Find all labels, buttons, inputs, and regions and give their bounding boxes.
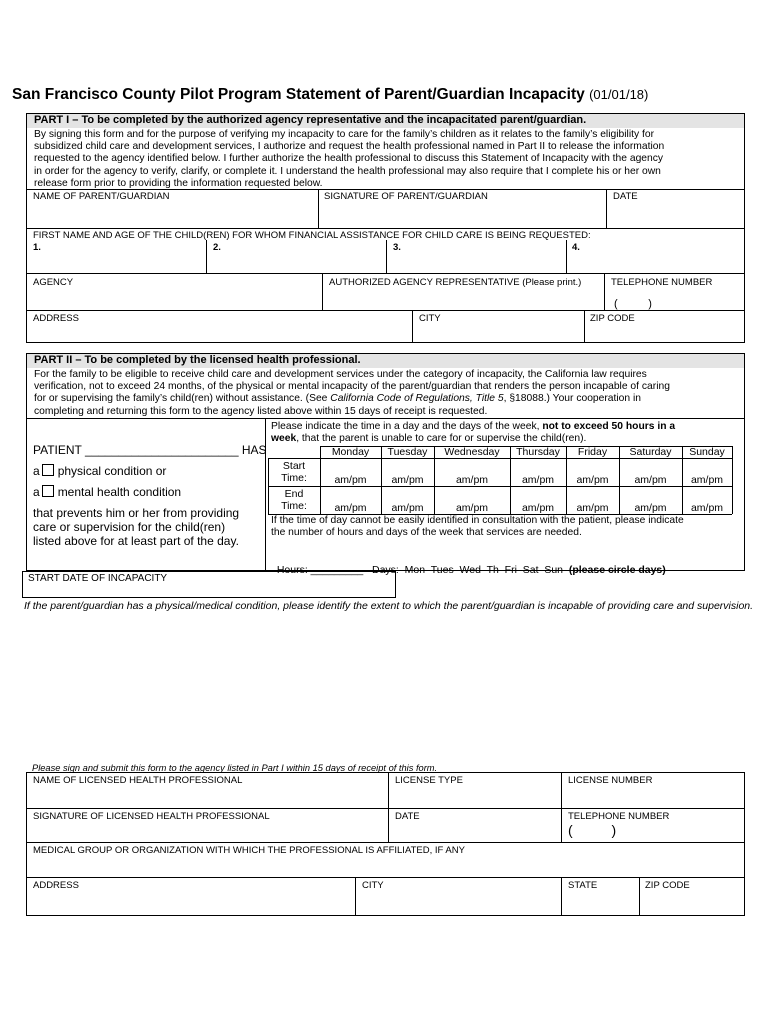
submit-note: Please sign and submit this form to the agency listed in Part I within 15 days of receipt of this form. (32, 763, 438, 773)
divider (206, 240, 207, 273)
end-time-label: End Time: (281, 488, 307, 512)
form-version: (01/01/18) (589, 87, 649, 102)
agency-address-field[interactable]: ADDRESS (33, 313, 79, 324)
divider (566, 240, 567, 273)
end-time-thursday[interactable]: am/pm (521, 502, 555, 514)
physical-condition-option[interactable]: a physical condition or (33, 464, 167, 478)
divider (732, 446, 733, 514)
professional-name-field[interactable]: NAME OF LICENSED HEALTH PROFESSIONAL (33, 775, 243, 786)
patient-prevents-text: that prevents him or her from providing care or supervision for the child(ren) listed above for at least part of the day. (33, 506, 240, 548)
start-time-friday[interactable]: am/pm (576, 474, 609, 486)
part1-heading: PART I – To be completed by the authorized agency representative and the incapacitated parent/guardian. (34, 114, 587, 126)
day-header: Saturday (629, 446, 672, 458)
day-header: Sunday (689, 446, 725, 458)
professional-phone-parens: ( ) (568, 822, 617, 838)
child-4-field[interactable]: 4. (572, 242, 580, 253)
license-type-field[interactable]: LICENSE TYPE (395, 775, 463, 786)
agency-phone-field[interactable]: TELEPHONE NUMBER (611, 277, 713, 288)
start-time-wednesday[interactable]: am/pm (455, 474, 489, 486)
professional-zip-field[interactable]: ZIP CODE (645, 880, 690, 891)
end-time-wednesday[interactable]: am/pm (455, 502, 489, 514)
schedule-note: If the time of day cannot be easily identified in consultation with the patient, please indicate the number of hours and days of the week that services are needed. (271, 515, 684, 539)
divider (386, 240, 387, 273)
divider (412, 310, 413, 343)
end-time-friday[interactable]: am/pm (576, 502, 609, 514)
extent-answer-area[interactable] (24, 628, 746, 758)
professional-signature-field[interactable]: SIGNATURE OF LICENSED HEALTH PROFESSIONAL (33, 811, 270, 822)
parent-date-field[interactable]: DATE (613, 191, 638, 202)
professional-address-field[interactable]: ADDRESS (33, 880, 79, 891)
child-1-field[interactable]: 1. (33, 242, 41, 253)
start-time-saturday[interactable]: am/pm (634, 474, 667, 486)
divider (322, 273, 323, 310)
agency-zip-field[interactable]: ZIP CODE (590, 313, 635, 324)
divider (584, 310, 585, 343)
form-title: San Francisco County Pilot Program Statement of Parent/Guardian Incapacity (12, 86, 585, 103)
professional-phone-field[interactable]: TELEPHONE NUMBER (568, 811, 670, 822)
divider (26, 310, 745, 311)
day-header: Wednesday (444, 446, 500, 458)
professional-date-field[interactable]: DATE (395, 811, 420, 822)
divider (639, 877, 640, 916)
parent-signature-field[interactable]: SIGNATURE OF PARENT/GUARDIAN (324, 191, 488, 202)
physical-condition-checkbox[interactable] (42, 464, 54, 476)
day-header: Friday (577, 446, 608, 458)
part2-instructions: For the family to be eligible to receive child care and development services under the category of incapacity, the California law requires verification, not to exceed 24 months, of the physical or mental incapacity of the parent/guardian that renders the person incapable of caring for or supervising the family’s child(ren) without assistance. (See California Code of Regulations, Title 5, §18088.) Your cooperation in completing and returning this form to the agency listed above within 15 days of receipt is requested. (34, 369, 670, 417)
divider (561, 772, 562, 842)
divider (318, 189, 319, 228)
day-header: Monday (331, 446, 370, 458)
end-time-sunday[interactable]: am/pm (690, 502, 724, 514)
professional-city-field[interactable]: CITY (362, 880, 384, 891)
agency-field[interactable]: AGENCY (33, 277, 74, 288)
day-header: Thursday (516, 446, 560, 458)
mental-health-checkbox[interactable] (42, 485, 54, 497)
parent-name-field[interactable]: NAME OF PARENT/GUARDIAN (33, 191, 170, 202)
extent-instructions: If the parent/guardian has a physical/medical condition, please identify the extent to which the parent/guardian is incapable of providing care and supervision. (24, 600, 754, 612)
divider (26, 418, 745, 419)
license-number-field[interactable]: LICENSE NUMBER (568, 775, 653, 786)
divider (26, 273, 745, 274)
medical-group-field[interactable]: MEDICAL GROUP OR ORGANIZATION WITH WHICH THE PROFESSIONAL IS AFFILIATED, IF ANY (33, 845, 465, 856)
divider (26, 808, 745, 809)
divider (26, 189, 745, 190)
start-time-label: Start Time: (281, 460, 307, 484)
page-title (12, 86, 648, 104)
divider (265, 418, 266, 571)
patient-name-field[interactable]: PATIENT _______________________ HAS (33, 443, 267, 457)
end-time-monday[interactable]: am/pm (334, 502, 367, 514)
end-time-saturday[interactable]: am/pm (634, 502, 667, 514)
mental-health-option[interactable]: a mental health condition (33, 485, 182, 499)
professional-section (26, 772, 745, 916)
agency-phone-parens: ( ) (614, 298, 652, 310)
child-3-field[interactable]: 3. (393, 242, 401, 253)
agency-city-field[interactable]: CITY (419, 313, 441, 324)
divider (26, 877, 745, 878)
agency-rep-field[interactable]: AUTHORIZED AGENCY REPRESENTATIVE (Please print.) (329, 277, 582, 288)
start-date-field[interactable]: START DATE OF INCAPACITY (28, 573, 168, 584)
divider (355, 877, 356, 916)
start-time-sunday[interactable]: am/pm (690, 474, 724, 486)
children-label: FIRST NAME AND AGE OF THE CHILD(REN) FOR WHOM FINANCIAL ASSISTANCE FOR CHILD CARE IS BEING REQUESTED: (33, 230, 591, 241)
end-time-tuesday[interactable]: am/pm (391, 502, 424, 514)
divider (604, 273, 605, 310)
day-header: Tuesday (387, 446, 428, 458)
professional-state-field[interactable]: STATE (568, 880, 598, 891)
divider (26, 842, 745, 843)
start-time-thursday[interactable]: am/pm (521, 474, 555, 486)
divider (388, 772, 389, 842)
start-time-tuesday[interactable]: am/pm (391, 474, 424, 486)
start-time-monday[interactable]: am/pm (334, 474, 367, 486)
divider (561, 877, 562, 916)
child-2-field[interactable]: 2. (213, 242, 221, 253)
divider (606, 189, 607, 228)
divider (26, 228, 745, 229)
hours-days-field[interactable]: Hours: _________ Days: Mon Tues Wed Th Fri Sat Sun (please circle days) (276, 564, 666, 576)
divider (268, 458, 732, 459)
schedule-intro: Please indicate the time in a day and the days of the week, not to exceed 50 hours in a week, that the parent is unable to care for or supervise the child(ren). (271, 421, 676, 445)
divider (268, 486, 732, 487)
part2-heading: PART II – To be completed by the licensed health professional. (34, 354, 361, 366)
part1-authorization-text: By signing this form and for the purpose of verifying my incapacity to care for the family’s children as it relates to the family’s eligibility for subsidized child care and development services, I authorize and request the health professional named in Part II to release the information requested to the agency identified below. I further authorize the health professional to discuss this Statement of Incapacity with the agency in order for the agency to verify, clarify, or complete it. I understand the health professional may also require that I complete his or her own release form prior to providing the information requested below. (34, 129, 665, 189)
